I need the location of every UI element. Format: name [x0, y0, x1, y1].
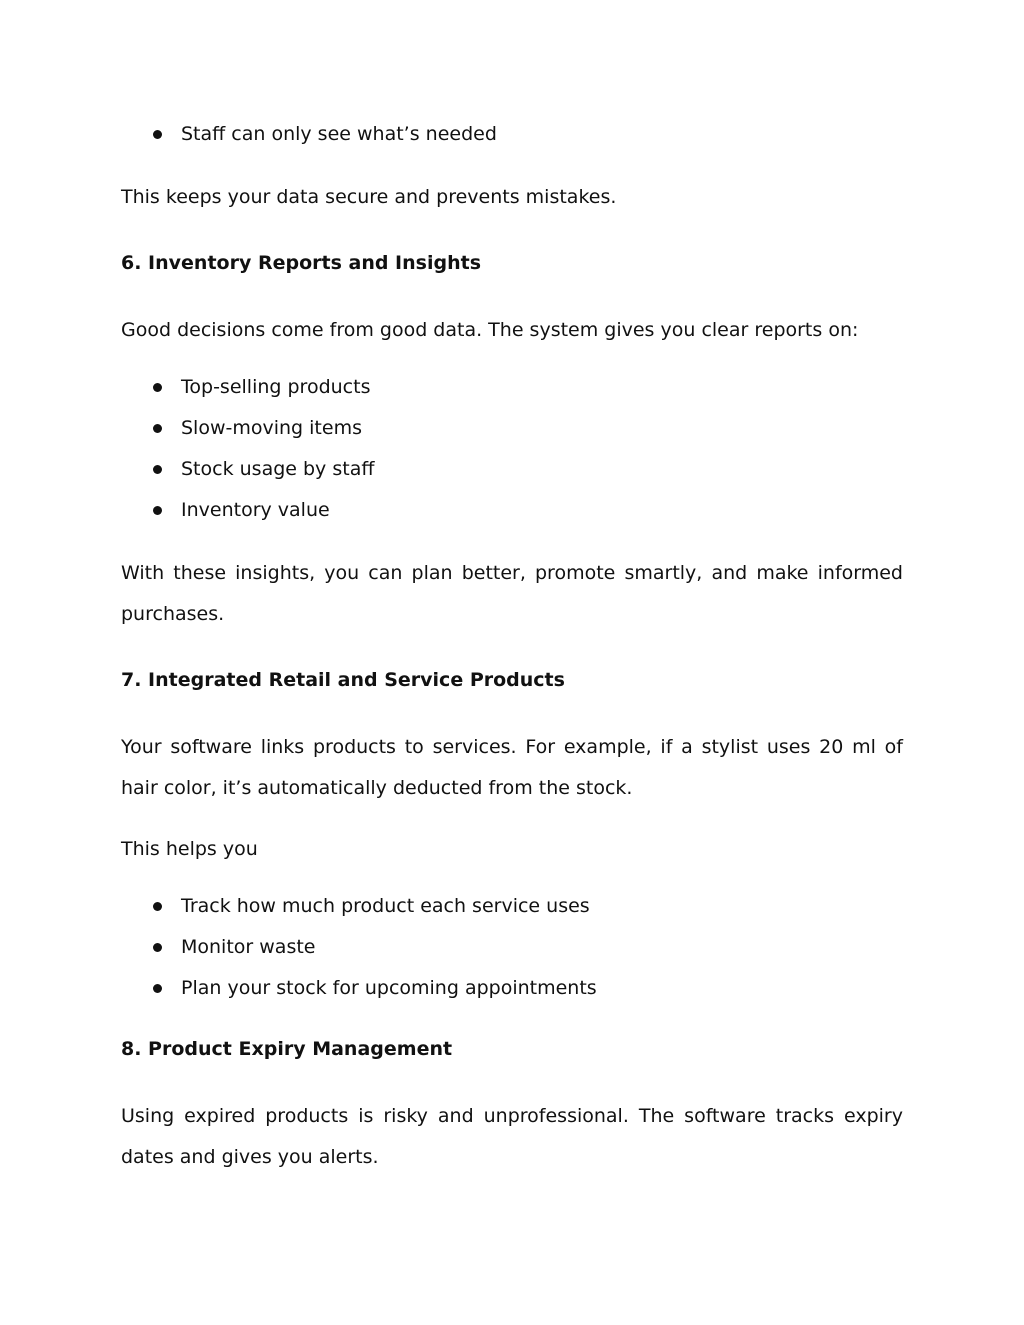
section-7-paragraph: Your software links products to services. For example, if a stylist uses 20 ml of hair color, it’s automatically deducted from the stock.	[121, 736, 903, 799]
list-item	[121, 412, 903, 444]
section-6-heading: 6. Inventory Reports and Insights	[121, 252, 481, 274]
list-item-text: Slow-moving items	[181, 417, 362, 439]
list-item	[121, 118, 903, 150]
section-7-heading: 7. Integrated Retail and Service Products	[121, 669, 565, 691]
intro-list	[121, 118, 903, 150]
list-item-text: Monitor waste	[181, 936, 316, 958]
list-item-text: Inventory value	[181, 499, 330, 521]
list-item	[121, 453, 903, 485]
document-content	[121, 118, 903, 1178]
list-item-text: Track how much product each service uses	[181, 895, 590, 917]
bullet-icon	[153, 506, 162, 515]
bullet-icon	[153, 465, 162, 474]
list-item	[121, 890, 903, 922]
list-item	[121, 494, 903, 526]
list-item	[121, 931, 903, 963]
bullet-icon	[153, 383, 162, 392]
list-item	[121, 371, 903, 403]
bullet-icon	[153, 984, 162, 993]
list-item-text: Top-selling products	[181, 376, 371, 398]
section-7-lead: This helps you	[121, 838, 258, 860]
section-8-heading: 8. Product Expiry Management	[121, 1038, 453, 1060]
list-item	[121, 972, 903, 1004]
list-item-text: Stock usage by staff	[181, 458, 375, 480]
bullet-icon	[153, 130, 162, 139]
section-8-paragraph: Using expired products is risky and unprofessional. The software tracks expiry dates and gives you alerts.	[121, 1105, 903, 1168]
list-item-text: Plan your stock for upcoming appointments	[181, 977, 597, 999]
intro-paragraph: This keeps your data secure and prevents mistakes.	[121, 186, 617, 208]
section-6-paragraph: Good decisions come from good data. The system gives you clear reports on:	[121, 319, 859, 341]
section-6-closing: With these insights, you can plan better, promote smartly, and make informed purchases.	[121, 562, 903, 625]
bullet-icon	[153, 943, 162, 952]
section-7-list	[121, 890, 903, 1004]
bullet-icon	[153, 424, 162, 433]
bullet-icon	[153, 902, 162, 911]
section-6-list	[121, 371, 903, 526]
list-item-text: Staff can only see what’s needed	[181, 123, 497, 145]
